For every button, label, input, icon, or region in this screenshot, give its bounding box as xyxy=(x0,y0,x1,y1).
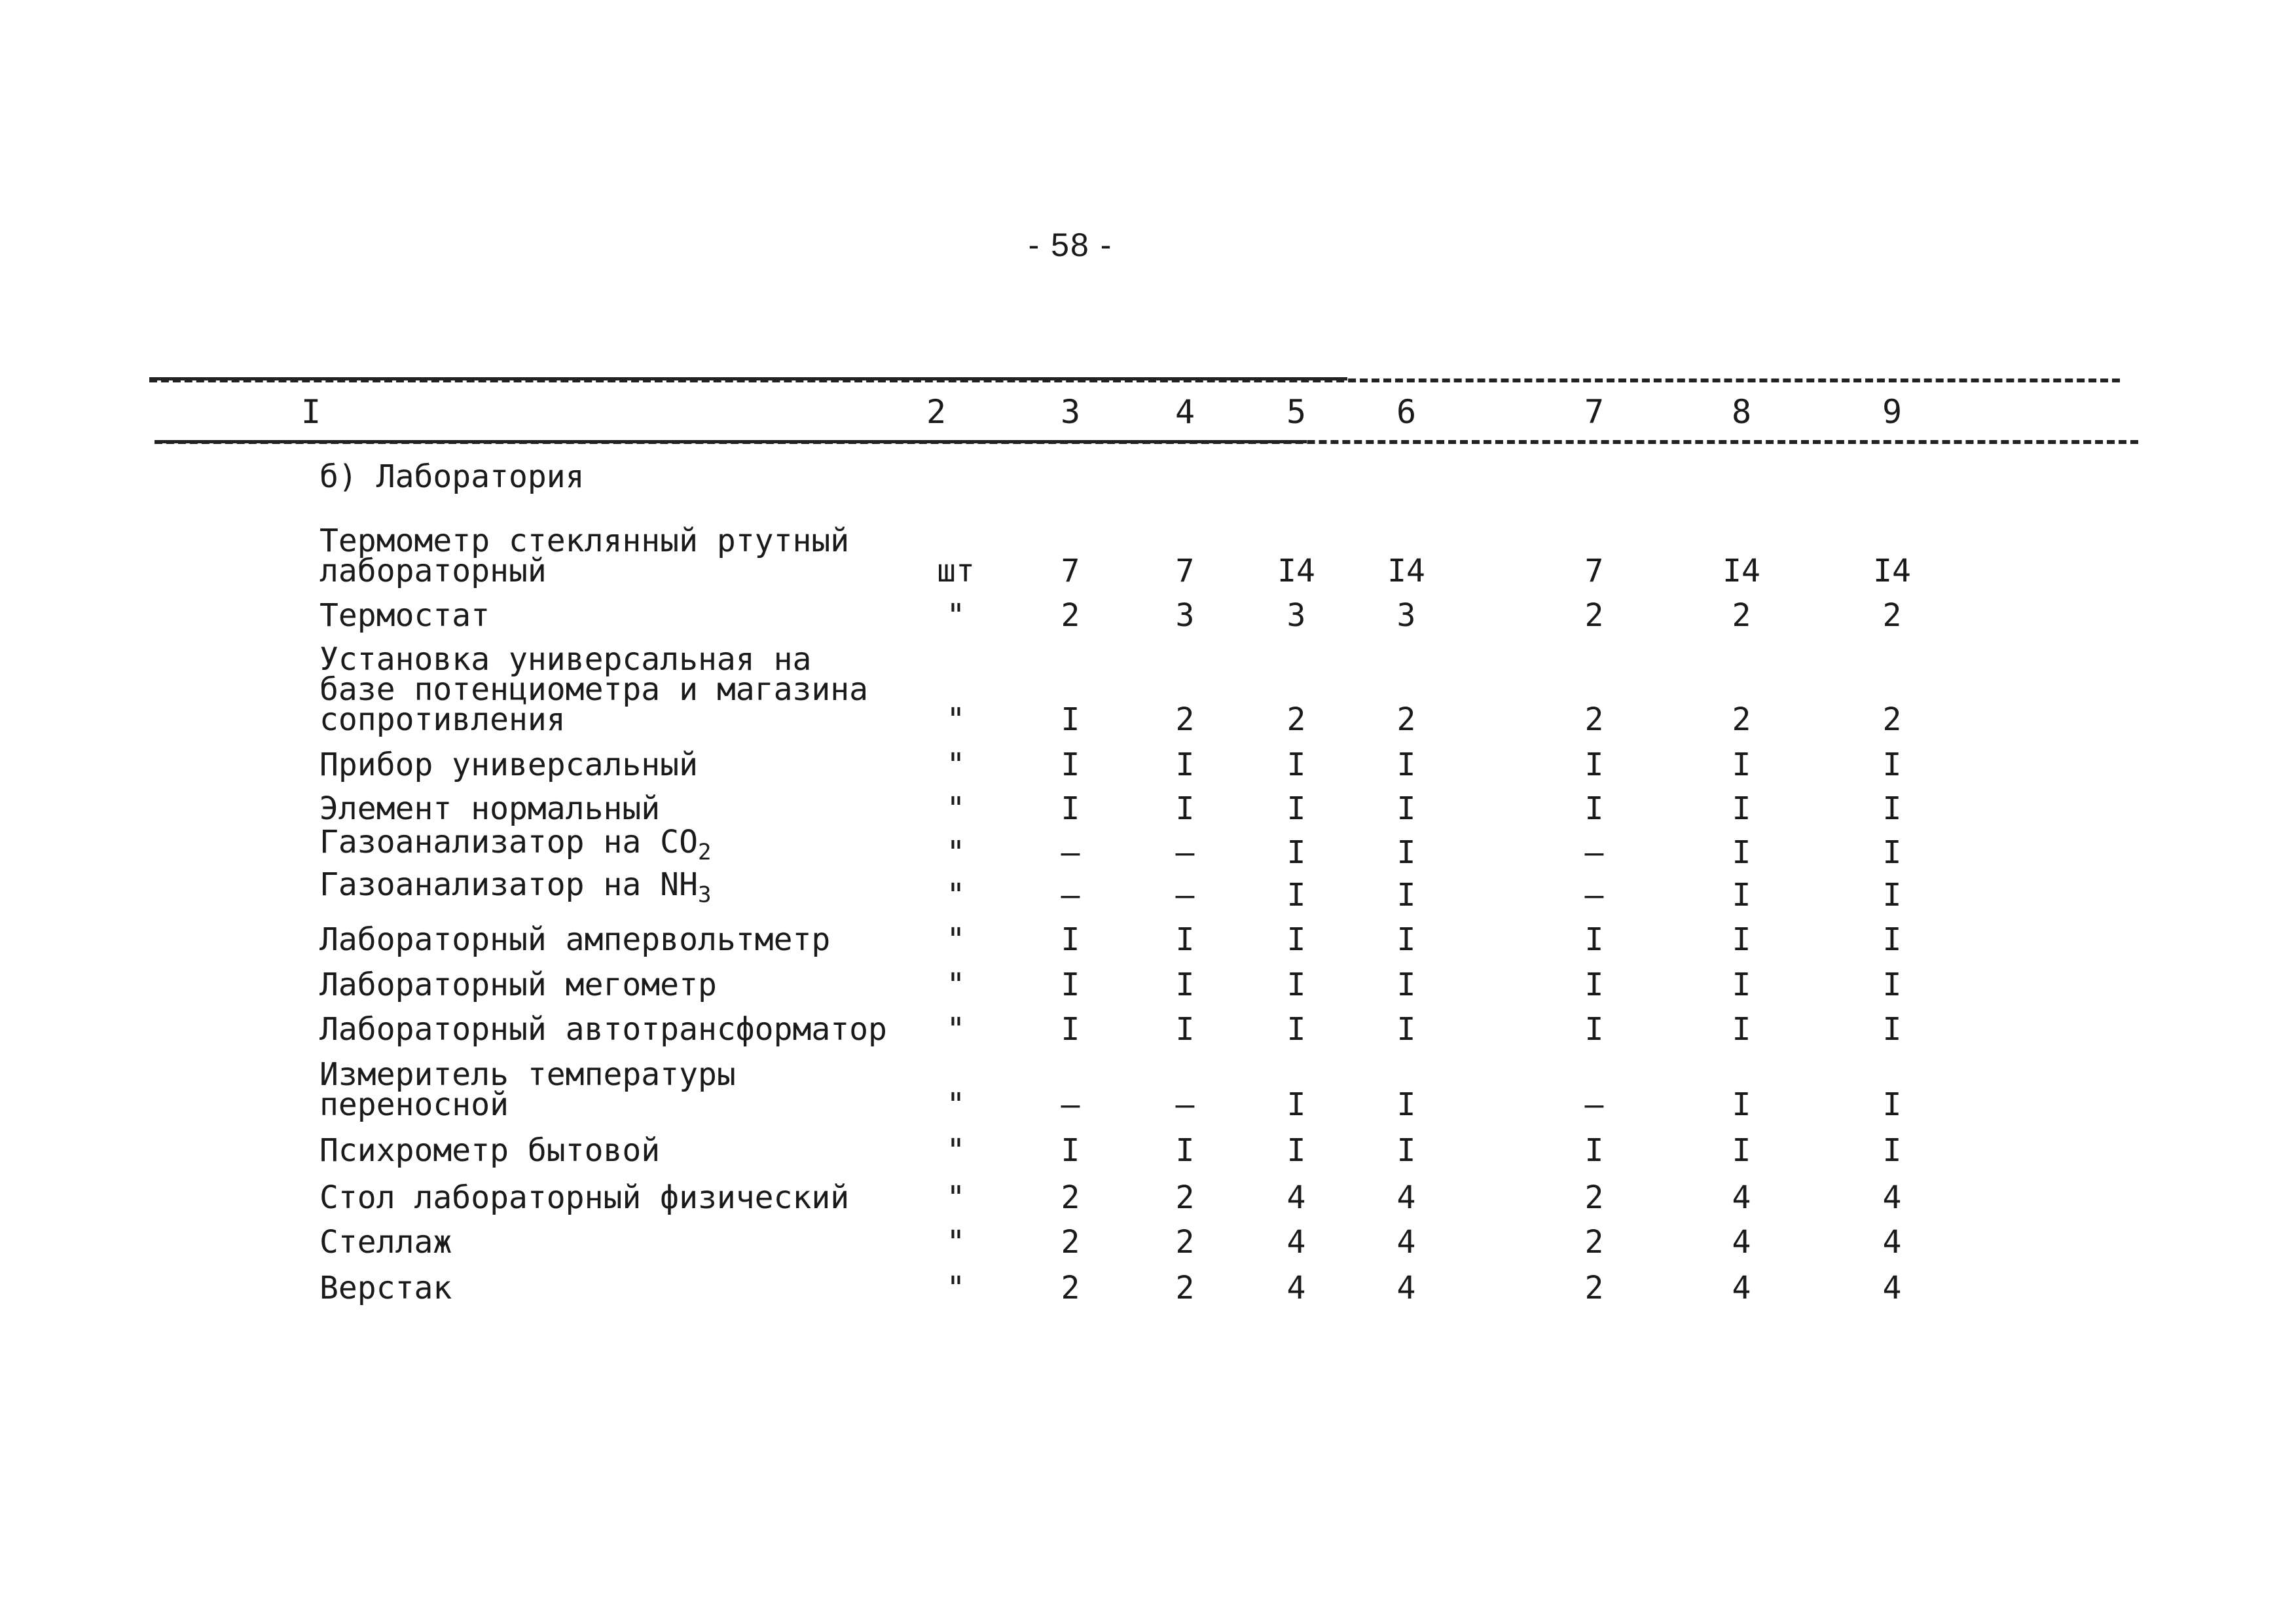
column-header-8: 8 xyxy=(1731,393,1752,431)
item-quantity-col-9: I xyxy=(1882,1086,1902,1123)
table-row xyxy=(0,1179,2296,1216)
item-quantity-col-4: – xyxy=(1175,834,1195,871)
table-row xyxy=(0,641,2296,738)
item-quantity-col-9: 2 xyxy=(1882,701,1902,738)
column-header-1: I xyxy=(301,393,321,431)
item-quantity-col-5: 3 xyxy=(1286,597,1306,634)
item-quantity-col-6: I xyxy=(1396,790,1416,827)
item-name: Газоанализатор на $CO_2$ xyxy=(319,824,712,866)
item-quantity-col-3: I xyxy=(1061,967,1080,1003)
table-row xyxy=(0,747,2296,783)
item-quantity-col-5: 4 xyxy=(1286,1179,1306,1216)
item-name-subscript: 2 xyxy=(697,840,712,866)
item-quantity-col-5: I xyxy=(1286,1011,1306,1048)
item-quantity-col-4: I xyxy=(1175,1132,1195,1169)
table-row xyxy=(0,967,2296,1003)
item-quantity-col-4: I xyxy=(1175,790,1195,827)
item-unit: " xyxy=(946,1132,966,1169)
item-quantity-col-3: 2 xyxy=(1061,1270,1080,1306)
item-name: Стеллаж xyxy=(319,1224,452,1261)
item-unit: " xyxy=(946,1179,966,1216)
item-quantity-col-8: 4 xyxy=(1732,1224,1751,1261)
item-quantity-col-3: 2 xyxy=(1061,1179,1080,1216)
item-unit: " xyxy=(946,921,966,958)
item-quantity-col-4: I xyxy=(1175,921,1195,958)
item-quantity-col-5: I xyxy=(1286,1086,1306,1123)
item-quantity-col-8: 4 xyxy=(1732,1179,1751,1216)
item-name: Измеритель температуры переносной xyxy=(319,1056,736,1123)
item-unit: " xyxy=(946,701,966,738)
table-row xyxy=(0,1224,2296,1261)
item-quantity-col-5: I xyxy=(1286,921,1306,958)
item-name: Стол лабораторный физический xyxy=(319,1179,850,1216)
item-quantity-col-6: I xyxy=(1396,1132,1416,1169)
column-header-2: 2 xyxy=(926,393,947,431)
item-quantity-col-3: 7 xyxy=(1061,553,1080,589)
table-row xyxy=(0,790,2296,827)
item-quantity-col-9: I xyxy=(1882,834,1902,871)
item-quantity-col-4: 2 xyxy=(1175,701,1195,738)
item-quantity-col-8: I4 xyxy=(1722,553,1760,589)
item-name: Психрометр бытовой xyxy=(319,1132,661,1169)
item-quantity-col-9: I xyxy=(1882,921,1902,958)
item-quantity-col-7: 2 xyxy=(1584,1224,1604,1261)
table-row xyxy=(0,597,2296,634)
item-quantity-col-4: I xyxy=(1175,747,1195,783)
item-quantity-col-8: I xyxy=(1732,967,1751,1003)
item-quantity-col-7: 7 xyxy=(1584,553,1604,589)
item-quantity-col-4: 2 xyxy=(1175,1270,1195,1306)
item-quantity-col-3: I xyxy=(1061,1132,1080,1169)
item-quantity-col-9: I xyxy=(1882,967,1902,1003)
item-quantity-col-9: I xyxy=(1882,1011,1902,1048)
item-unit: " xyxy=(946,877,966,913)
item-quantity-col-6: I xyxy=(1396,877,1416,913)
item-quantity-col-8: 2 xyxy=(1732,597,1751,634)
item-name: Прибор универсальный xyxy=(319,747,698,783)
item-quantity-col-8: I xyxy=(1732,921,1751,958)
item-quantity-col-5: 4 xyxy=(1286,1224,1306,1261)
item-quantity-col-7: – xyxy=(1584,1086,1604,1123)
item-quantity-col-6: I xyxy=(1396,834,1416,871)
item-quantity-col-3: – xyxy=(1061,877,1080,913)
item-quantity-col-6: I xyxy=(1396,967,1416,1003)
table-row xyxy=(0,824,2296,871)
item-quantity-col-7: – xyxy=(1584,877,1604,913)
item-quantity-col-6: 4 xyxy=(1396,1179,1416,1216)
item-unit: " xyxy=(946,597,966,634)
item-quantity-col-5: I4 xyxy=(1277,553,1315,589)
item-quantity-col-7: 2 xyxy=(1584,1179,1604,1216)
item-quantity-col-7: I xyxy=(1584,921,1604,958)
item-quantity-col-4: 2 xyxy=(1175,1224,1195,1261)
item-quantity-col-6: I xyxy=(1396,921,1416,958)
item-name: Элемент нормальный xyxy=(319,790,661,827)
item-quantity-col-9: 2 xyxy=(1882,597,1902,634)
item-quantity-col-9: I xyxy=(1882,790,1902,827)
table-row xyxy=(0,921,2296,958)
item-quantity-col-8: 2 xyxy=(1732,701,1751,738)
item-quantity-col-5: I xyxy=(1286,834,1306,871)
item-quantity-col-8: I xyxy=(1732,1086,1751,1123)
table-row xyxy=(0,523,2296,589)
item-name: Газоанализатор на $NH_3$ xyxy=(319,866,712,908)
item-quantity-col-3: I xyxy=(1061,921,1080,958)
table-header-row xyxy=(0,393,2296,432)
item-quantity-col-7: 2 xyxy=(1584,597,1604,634)
item-name: Лабораторный ампервольтметр xyxy=(319,921,831,958)
item-quantity-col-6: 4 xyxy=(1396,1270,1416,1306)
item-quantity-col-8: I xyxy=(1732,790,1751,827)
table-row xyxy=(0,1056,2296,1123)
item-quantity-col-3: I xyxy=(1061,790,1080,827)
item-quantity-col-9: 4 xyxy=(1882,1224,1902,1261)
item-unit: " xyxy=(946,1011,966,1048)
item-quantity-col-3: 2 xyxy=(1061,1224,1080,1261)
item-name: Термостат xyxy=(319,597,490,634)
item-unit: " xyxy=(946,1086,966,1123)
item-quantity-col-3: I xyxy=(1061,747,1080,783)
item-quantity-col-5: I xyxy=(1286,1132,1306,1169)
item-unit: " xyxy=(946,967,966,1003)
item-quantity-col-9: I xyxy=(1882,877,1902,913)
item-quantity-col-5: I xyxy=(1286,790,1306,827)
column-header-5: 5 xyxy=(1286,393,1307,431)
item-quantity-col-8: I xyxy=(1732,1011,1751,1048)
item-unit: шт xyxy=(937,553,975,589)
page-number: - 58 - xyxy=(1028,227,1113,263)
section-title: б) Лаборатория xyxy=(319,458,585,495)
item-quantity-col-7: I xyxy=(1584,747,1604,783)
item-quantity-col-8: I xyxy=(1732,1132,1751,1169)
table-header-bottom-rule-dashed xyxy=(155,440,2138,444)
column-header-6: 6 xyxy=(1396,393,1417,431)
item-name: Лабораторный мегометр xyxy=(319,967,717,1003)
item-quantity-col-4: I xyxy=(1175,1011,1195,1048)
table-row xyxy=(0,1011,2296,1048)
item-quantity-col-3: – xyxy=(1061,834,1080,871)
item-quantity-col-7: I xyxy=(1584,967,1604,1003)
item-quantity-col-4: 7 xyxy=(1175,553,1195,589)
item-quantity-col-5: I xyxy=(1286,747,1306,783)
table-row xyxy=(0,1270,2296,1306)
item-quantity-col-7: 2 xyxy=(1584,701,1604,738)
item-quantity-col-5: 4 xyxy=(1286,1270,1306,1306)
item-quantity-col-3: – xyxy=(1061,1086,1080,1123)
item-quantity-col-7: I xyxy=(1584,1011,1604,1048)
item-quantity-col-7: I xyxy=(1584,790,1604,827)
item-name: Лабораторный автотрансформатор xyxy=(319,1011,887,1048)
item-quantity-col-4: I xyxy=(1175,967,1195,1003)
item-unit: " xyxy=(946,1224,966,1261)
table-top-rule-dashed xyxy=(149,378,2120,382)
column-header-9: 9 xyxy=(1882,393,1903,431)
item-quantity-col-7: 2 xyxy=(1584,1270,1604,1306)
item-unit: " xyxy=(946,834,966,871)
column-header-3: 3 xyxy=(1060,393,1081,431)
item-quantity-col-4: 2 xyxy=(1175,1179,1195,1216)
item-quantity-col-8: I xyxy=(1732,877,1751,913)
item-quantity-col-3: I xyxy=(1061,1011,1080,1048)
item-name: Термометр стеклянный ртутный лабораторный xyxy=(319,523,850,589)
item-quantity-col-9: 4 xyxy=(1882,1270,1902,1306)
item-name: Верстак xyxy=(319,1270,452,1306)
column-header-7: 7 xyxy=(1584,393,1605,431)
item-quantity-col-9: I xyxy=(1882,747,1902,783)
item-quantity-col-7: – xyxy=(1584,834,1604,871)
item-quantity-col-5: I xyxy=(1286,877,1306,913)
item-quantity-col-4: – xyxy=(1175,877,1195,913)
item-quantity-col-5: I xyxy=(1286,967,1306,1003)
item-quantity-col-6: 2 xyxy=(1396,701,1416,738)
item-quantity-col-4: – xyxy=(1175,1086,1195,1123)
item-quantity-col-6: I xyxy=(1396,1011,1416,1048)
column-header-4: 4 xyxy=(1175,393,1195,431)
item-quantity-col-8: 4 xyxy=(1732,1270,1751,1306)
item-quantity-col-8: I xyxy=(1732,834,1751,871)
item-unit: " xyxy=(946,1270,966,1306)
item-quantity-col-9: I4 xyxy=(1873,553,1911,589)
item-name-subscript: 3 xyxy=(697,882,712,908)
item-quantity-col-5: 2 xyxy=(1286,701,1306,738)
item-name: Установка универсальная на базе потенциометра и магазина сопротивления xyxy=(319,641,869,738)
item-quantity-col-6: I xyxy=(1396,747,1416,783)
item-quantity-col-6: 4 xyxy=(1396,1224,1416,1261)
item-quantity-col-8: I xyxy=(1732,747,1751,783)
item-quantity-col-9: I xyxy=(1882,1132,1902,1169)
item-unit: " xyxy=(946,790,966,827)
table-row xyxy=(0,1132,2296,1169)
item-quantity-col-4: 3 xyxy=(1175,597,1195,634)
item-quantity-col-3: I xyxy=(1061,701,1080,738)
table-row xyxy=(0,866,2296,913)
item-quantity-col-9: 4 xyxy=(1882,1179,1902,1216)
item-quantity-col-6: 3 xyxy=(1396,597,1416,634)
item-unit: " xyxy=(946,747,966,783)
item-quantity-col-3: 2 xyxy=(1061,597,1080,634)
item-quantity-col-6: I xyxy=(1396,1086,1416,1123)
item-quantity-col-7: I xyxy=(1584,1132,1604,1169)
item-quantity-col-6: I4 xyxy=(1387,553,1425,589)
